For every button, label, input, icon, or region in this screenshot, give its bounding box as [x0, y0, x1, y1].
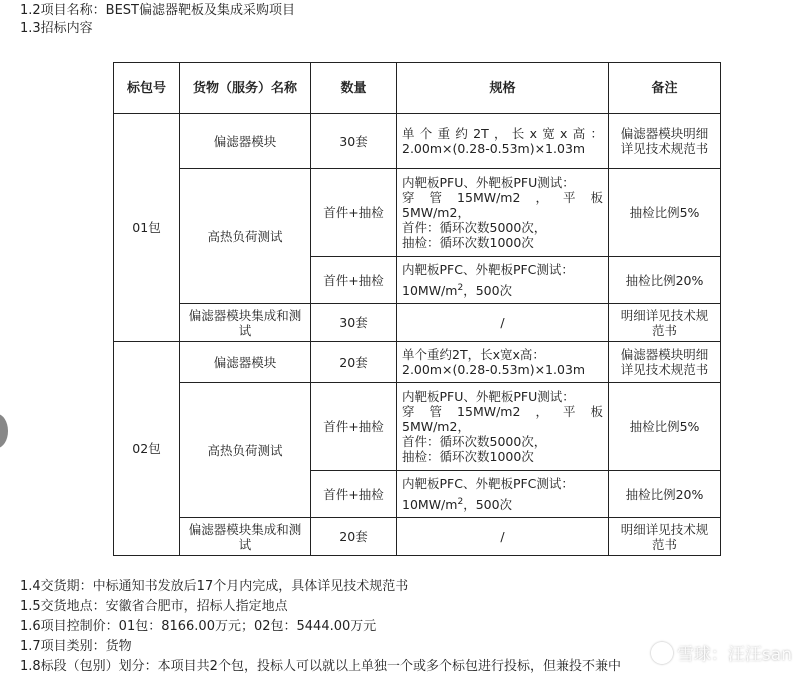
table-row: [114, 169, 721, 257]
goods-name-cell: 偏滤器模块: [180, 342, 311, 383]
header-remarks: 备注: [609, 63, 721, 114]
spec-cell: /: [397, 518, 609, 556]
remark-line: 范书: [651, 536, 677, 552]
spec-value: ，500次: [463, 283, 513, 298]
remark-cell: 抽检比例5%: [609, 383, 721, 471]
table-row: [114, 114, 721, 169]
side-scroll-handle[interactable]: [0, 414, 8, 448]
goods-name-cell: 高热负荷测试: [180, 383, 311, 518]
table-header-row: [114, 63, 721, 114]
spec-line: 2.00m×(0.28-0.53m)×1.03m: [402, 362, 586, 377]
remark-cell: 抽检比例5%: [609, 169, 721, 257]
spec-cell: /: [397, 304, 609, 342]
spec-cell: [397, 471, 609, 518]
spec-line: 首件：循环次数5000次，: [402, 220, 547, 235]
watermark-text: 雪球：汪汪san: [676, 645, 792, 665]
goods-name-line: 偏滤器模块集成和测: [188, 521, 302, 537]
goods-name-line: 试: [238, 322, 252, 338]
lot-division-line: 1.8标段（包别）划分：本项目共2个包，投标人可以就以上单独一个或多个标包进行投标，但兼投不兼中: [20, 659, 621, 674]
bid-content-heading: 1.3招标内容: [20, 21, 93, 36]
spec-line: [402, 497, 603, 512]
remark-cell: [609, 342, 721, 383]
spec-line: 单个重约2T，长x宽x高：: [402, 126, 603, 141]
spec-value: 10MW/m: [402, 497, 458, 512]
snowball-logo-icon: [651, 642, 673, 664]
goods-name-line: 偏滤器模块集成和测: [188, 307, 302, 323]
goods-name-cell: 偏滤器模块: [180, 114, 311, 169]
spec-cell: [397, 114, 609, 169]
quantity-cell: 首件+抽检: [311, 169, 397, 257]
remark-line: 偏滤器模块明细: [620, 126, 709, 141]
quantity-cell: 20套: [311, 518, 397, 556]
spec-line: 穿管15MW/m2，平板: [402, 190, 603, 205]
delivery-period-line: 1.4交货期：中标通知书发放后17个月内完成，具体详见技术规范书: [20, 579, 409, 594]
quantity-cell: 30套: [311, 114, 397, 169]
spec-line: [402, 283, 603, 298]
spec-line: 抽检：循环次数1000次: [402, 235, 534, 250]
spec-line: 首件：循环次数5000次，: [402, 434, 547, 449]
watermark: [651, 640, 792, 665]
package-id-cell: 01包: [114, 114, 180, 342]
spec-line: 抽检：循环次数1000次: [402, 449, 534, 464]
package-id-cell: 02包: [114, 342, 180, 556]
header-goods-name: 货物（服务）名称: [180, 63, 311, 114]
spec-line: 内靶板PFC、外靶板PFC测试：: [402, 476, 574, 491]
spec-line: 2.00m×(0.28-0.53m)×1.03m: [402, 141, 586, 156]
goods-name-cell: [180, 304, 311, 342]
table-row: [114, 342, 721, 383]
control-price-line: 1.6项目控制价：01包：8166.00万元；02包：5444.00万元: [20, 619, 377, 634]
quantity-cell: 30套: [311, 304, 397, 342]
quantity-cell: 20套: [311, 342, 397, 383]
spec-value: ，500次: [463, 497, 513, 512]
remark-line: 偏滤器模块明细: [620, 347, 709, 362]
goods-name-cell: [180, 518, 311, 556]
spec-cell: [397, 342, 609, 383]
spec-line: 穿管15MW/m2，平板: [402, 404, 603, 419]
remark-cell: [609, 518, 721, 556]
bid-content-table: [113, 62, 721, 556]
header-specification: 规格: [397, 63, 609, 114]
spec-line: 内靶板PFU、外靶板PFU测试：: [402, 175, 575, 190]
spec-superscript: 2: [457, 282, 464, 293]
quantity-cell: 首件+抽检: [311, 257, 397, 304]
spec-line: 内靶板PFC、外靶板PFC测试：: [402, 262, 574, 277]
remark-line: 详见技术规范书: [620, 362, 709, 377]
table-row: [114, 518, 721, 556]
project-category-line: 1.7项目类别：货物: [20, 639, 132, 654]
remark-cell: 抽检比例20%: [609, 257, 721, 304]
goods-name-line: 试: [238, 536, 252, 552]
quantity-cell: 首件+抽检: [311, 383, 397, 471]
spec-line: 5MW/m2，: [402, 205, 470, 220]
table-row: [114, 304, 721, 342]
goods-name-cell: 高热负荷测试: [180, 169, 311, 304]
spec-line: 5MW/m2，: [402, 419, 470, 434]
remark-line: 明细详见技术规: [620, 307, 709, 323]
remark-cell: 抽检比例20%: [609, 471, 721, 518]
remark-cell: [609, 114, 721, 169]
project-name-line: 1.2项目名称：BEST偏滤器靶板及集成采购项目: [20, 3, 295, 18]
table-row: [114, 383, 721, 471]
remark-line: 范书: [651, 322, 677, 338]
header-package-no: 标包号: [114, 63, 180, 114]
spec-line: 内靶板PFU、外靶板PFU测试：: [402, 389, 575, 404]
spec-line: 单个重约2T，长x宽x高：: [402, 347, 545, 362]
header-quantity: 数量: [311, 63, 397, 114]
spec-cell: [397, 169, 609, 257]
remark-line: 详见技术规范书: [620, 141, 709, 156]
spec-cell: [397, 383, 609, 471]
spec-superscript: 2: [457, 496, 464, 507]
quantity-cell: 首件+抽检: [311, 471, 397, 518]
remark-line: 明细详见技术规: [620, 521, 709, 537]
spec-value: 10MW/m: [402, 283, 458, 298]
spec-cell: [397, 257, 609, 304]
delivery-location-line: 1.5交货地点：安徽省合肥市，招标人指定地点: [20, 599, 288, 614]
remark-cell: [609, 304, 721, 342]
